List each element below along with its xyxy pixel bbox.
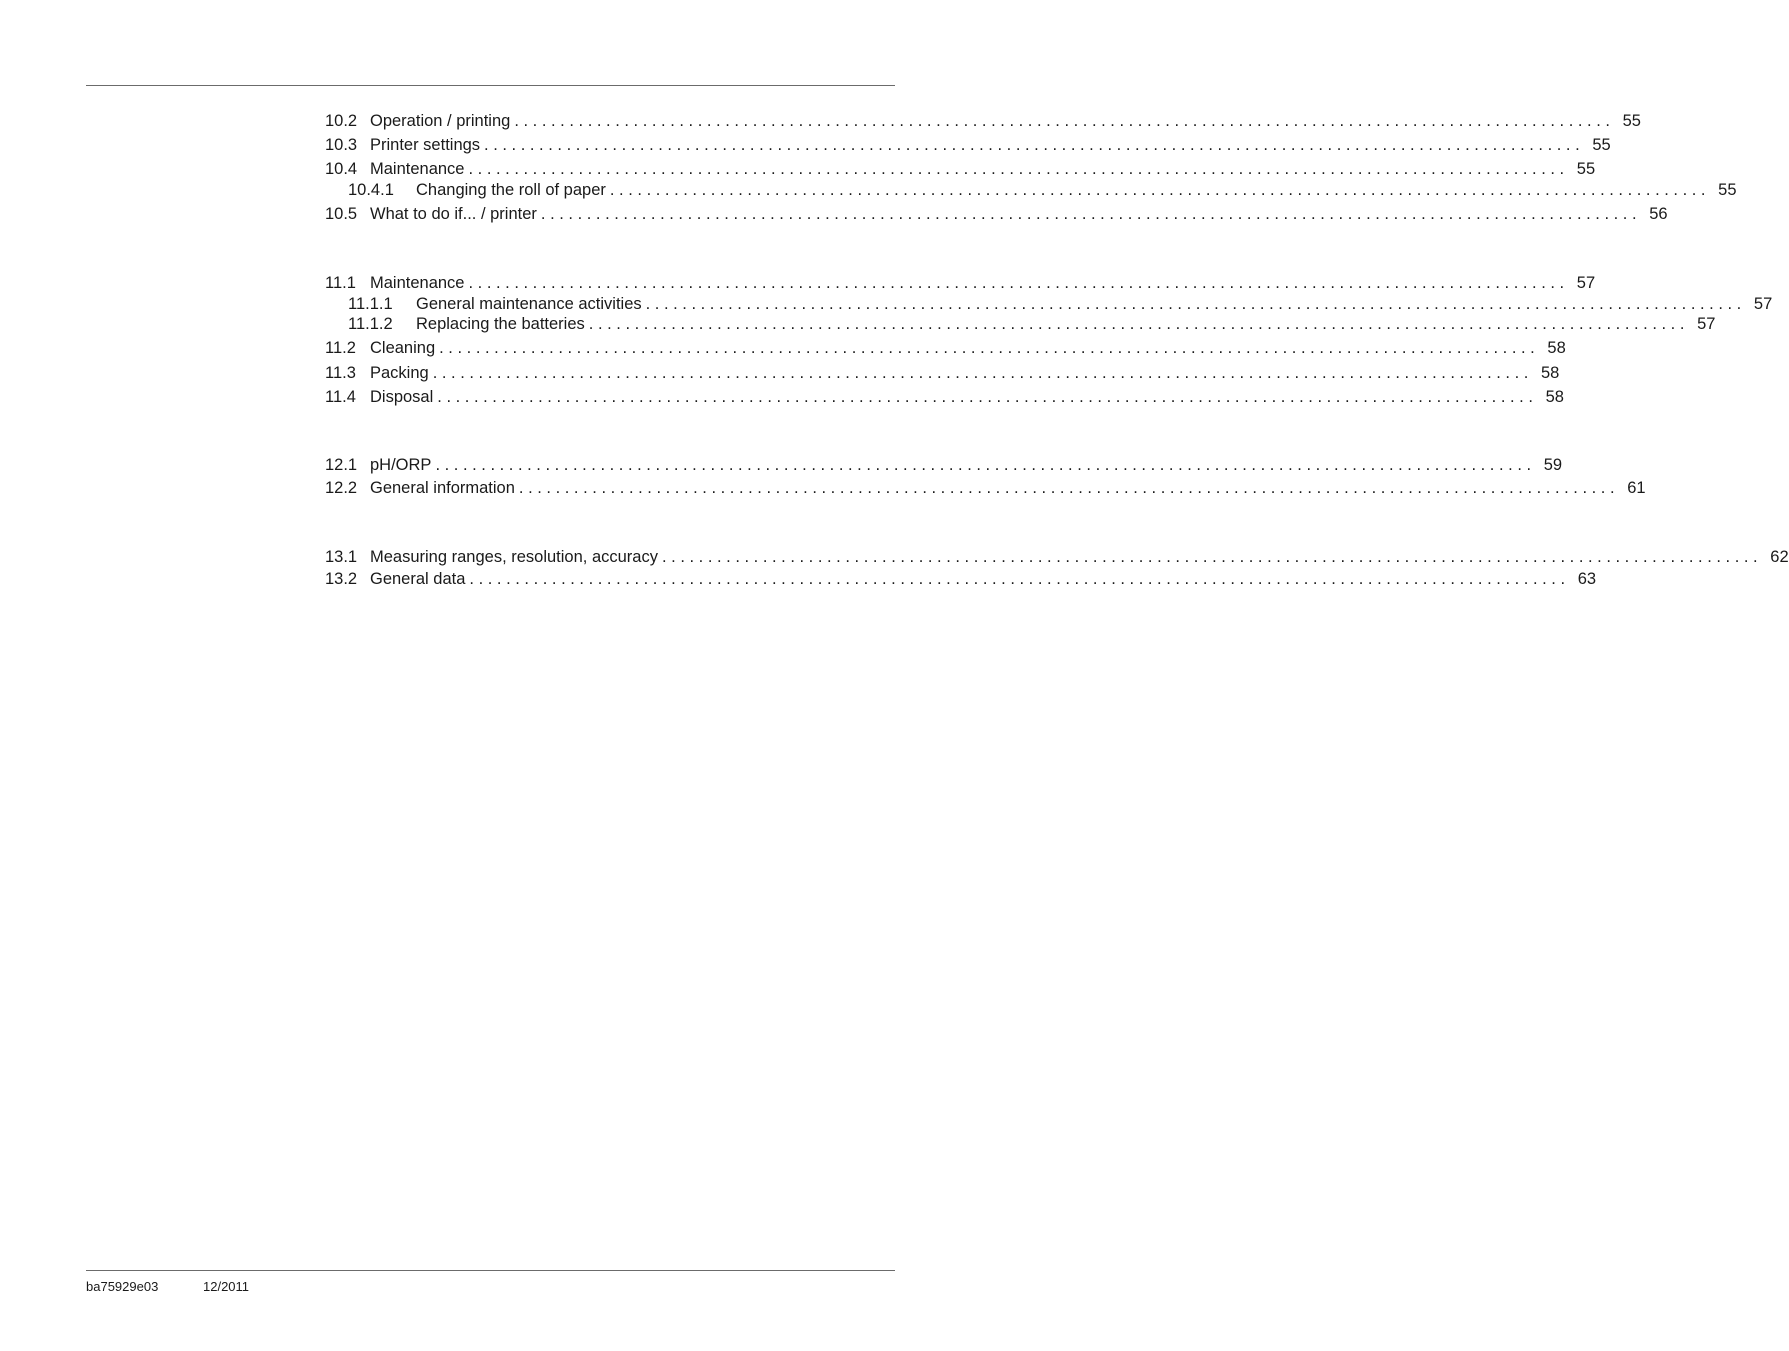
- toc-entry-page: 55: [1592, 136, 1611, 154]
- toc-dot-leader: . . . . . . . . . . . . . . . . . . . . . . . . . . . . . . . . . . . . . . . . . . . . . . . . . . . . . . . . . . . . . . . . . . . . . . . . . . . . . . . . . . . . . . . . . . . . . . . . . . . . . . . . . . . . . . . . . . . . . . . .: [469, 570, 1566, 588]
- toc-entry-page: 57: [1697, 315, 1716, 333]
- toc-entry-title: Printer settings: [370, 136, 481, 154]
- toc-entry-title: General data: [370, 570, 466, 588]
- toc-entry-title: Maintenance: [370, 160, 465, 178]
- toc-entry[interactable]: [348, 180, 1737, 200]
- toc-entry-page: 57: [1576, 274, 1596, 292]
- toc-entry-page: 58: [1540, 364, 1560, 382]
- toc-entry-page: 59: [1543, 456, 1563, 474]
- toc-entry-page: 55: [1718, 181, 1737, 199]
- footer-rule: [86, 1270, 895, 1271]
- toc-entry-page: 58: [1547, 339, 1566, 357]
- toc-entry-page: 62: [1770, 548, 1789, 566]
- toc-entry-title: General information: [370, 479, 515, 497]
- toc-entry-page: 56: [1649, 205, 1668, 223]
- toc-entry-title: Operation / printing: [370, 112, 511, 130]
- toc-entry-title: Replacing the batteries: [416, 315, 585, 333]
- toc-entry-title: Changing the roll of paper: [416, 181, 606, 199]
- toc-entry[interactable]: [325, 159, 1596, 179]
- toc-dot-leader: . . . . . . . . . . . . . . . . . . . . . . . . . . . . . . . . . . . . . . . . . . . . . . . . . . . . . . . . . . . . . . . . . . . . . . . . . . . . . . . . . . . . . . . . . . . . . . . . . . . . . . . . . . . . . . . . . . . . . . . .: [518, 479, 1615, 497]
- toc-entry-number: 10.5: [325, 205, 358, 223]
- toc-entry-number: 10.3: [325, 136, 358, 154]
- toc-entry-number: 12.1: [325, 456, 358, 474]
- toc-entry-title: Cleaning: [370, 339, 436, 357]
- toc-dot-leader: . . . . . . . . . . . . . . . . . . . . . . . . . . . . . . . . . . . . . . . . . . . . . . . . . . . . . . . . . . . . . . . . . . . . . . . . . . . . . . . . . . . . . . . . . . . . . . . . . . . . . . . . . . . . . . . . . . . . . . . .: [661, 548, 1758, 566]
- toc-entry-number: 11.4: [325, 388, 356, 406]
- toc-dot-leader: . . . . . . . . . . . . . . . . . . . . . . . . . . . . . . . . . . . . . . . . . . . . . . . . . . . . . . . . . . . . . . . . . . . . . . . . . . . . . . . . . . . . . . . . . . . . . . . . . . . . . . . . . . . . . . . . . . . . . . . .: [540, 205, 1637, 223]
- toc-entry-number: 11.3: [325, 364, 356, 382]
- toc-entry-page: 55: [1622, 112, 1641, 130]
- toc-entry[interactable]: [325, 204, 1668, 224]
- toc-dot-leader: . . . . . . . . . . . . . . . . . . . . . . . . . . . . . . . . . . . . . . . . . . . . . . . . . . . . . . . . . . . . . . . . . . . . . . . . . . . . . . . . . . . . . . . . . . . . . . . . . . . . . . . . . . . . . . . . . . . . . . . .: [484, 136, 1580, 154]
- toc-entry-title: pH/ORP: [370, 456, 432, 474]
- toc-entry[interactable]: [325, 478, 1646, 498]
- toc-entry-page: 63: [1577, 570, 1597, 588]
- toc-dot-leader: . . . . . . . . . . . . . . . . . . . . . . . . . . . . . . . . . . . . . . . . . . . . . . . . . . . . . . . . . . . . . . . . . . . . . . . . . . . . . . . . . . . . . . . . . . . . . . . . . . . . . . . . . . . . . . . . . . . . . . . .: [432, 364, 1529, 382]
- toc-dot-leader: . . . . . . . . . . . . . . . . . . . . . . . . . . . . . . . . . . . . . . . . . . . . . . . . . . . . . . . . . . . . . . . . . . . . . . . . . . . . . . . . . . . . . . . . . . . . . . . . . . . . . . . . . . . . . . . . . . . . . . . .: [468, 160, 1565, 178]
- toc-entry-page: 55: [1576, 160, 1596, 178]
- toc-entry-number: 10.2: [325, 112, 358, 130]
- toc-entry-title: General maintenance activities: [416, 295, 642, 313]
- toc-dot-leader: . . . . . . . . . . . . . . . . . . . . . . . . . . . . . . . . . . . . . . . . . . . . . . . . . . . . . . . . . . . . . . . . . . . . . . . . . . . . . . . . . . . . . . . . . . . . . . . . . . . . . . . . . . . . . . . . . . . . . . . .: [645, 295, 1742, 313]
- toc-dot-leader: . . . . . . . . . . . . . . . . . . . . . . . . . . . . . . . . . . . . . . . . . . . . . . . . . . . . . . . . . . . . . . . . . . . . . . . . . . . . . . . . . . . . . . . . . . . . . . . . . . . . . . . . . . . . . . . . . . . . . . . .: [468, 274, 1565, 292]
- toc-entry-number: 11.1.2: [348, 315, 393, 333]
- toc-entry-title: Maintenance: [370, 274, 465, 292]
- toc-entry[interactable]: [348, 294, 1773, 314]
- toc-entry-page: 61: [1627, 479, 1646, 497]
- toc-dot-leader: . . . . . . . . . . . . . . . . . . . . . . . . . . . . . . . . . . . . . . . . . . . . . . . . . . . . . . . . . . . . . . . . . . . . . . . . . . . . . . . . . . . . . . . . . . . . . . . . . . . . . . . . . . . . . . . . . . . . . . . .: [437, 388, 1533, 406]
- toc-entry-number: 11.2: [325, 339, 356, 357]
- toc-entry[interactable]: [325, 338, 1566, 358]
- toc-dot-leader: . . . . . . . . . . . . . . . . . . . . . . . . . . . . . . . . . . . . . . . . . . . . . . . . . . . . . . . . . . . . . . . . . . . . . . . . . . . . . . . . . . . . . . . . . . . . . . . . . . . . . . . . . . . . . . . . . . . . . . . .: [514, 112, 1610, 130]
- toc-entry-title: Packing: [370, 364, 429, 382]
- toc-entry-number: 13.2: [325, 570, 358, 588]
- toc-entry-number: 11.1.1: [348, 295, 393, 313]
- footer-document-code: ba75929e03: [86, 1279, 159, 1294]
- toc-entry[interactable]: [325, 363, 1560, 383]
- toc-entry-number: 13.1: [325, 548, 358, 566]
- toc-entry[interactable]: [325, 455, 1563, 475]
- toc-entry-page: 57: [1753, 295, 1773, 313]
- toc-entry-title: Disposal: [370, 388, 434, 406]
- footer-date: 12/2011: [203, 1279, 250, 1294]
- toc-entry[interactable]: [348, 314, 1716, 334]
- toc-entry-page: 58: [1545, 388, 1564, 406]
- toc-dot-leader: . . . . . . . . . . . . . . . . . . . . . . . . . . . . . . . . . . . . . . . . . . . . . . . . . . . . . . . . . . . . . . . . . . . . . . . . . . . . . . . . . . . . . . . . . . . . . . . . . . . . . . . . . . . . . . . . . . . . . . . .: [435, 456, 1532, 474]
- toc-dot-leader: . . . . . . . . . . . . . . . . . . . . . . . . . . . . . . . . . . . . . . . . . . . . . . . . . . . . . . . . . . . . . . . . . . . . . . . . . . . . . . . . . . . . . . . . . . . . . . . . . . . . . . . . . . . . . . . . . . . . . . . .: [609, 181, 1706, 199]
- toc-entry[interactable]: [325, 569, 1597, 589]
- toc-entry-number: 10.4: [325, 160, 358, 178]
- toc-entry[interactable]: [325, 273, 1596, 293]
- toc-entry[interactable]: [325, 547, 1789, 567]
- toc-entry-title: What to do if... / printer: [370, 205, 537, 223]
- toc-dot-leader: . . . . . . . . . . . . . . . . . . . . . . . . . . . . . . . . . . . . . . . . . . . . . . . . . . . . . . . . . . . . . . . . . . . . . . . . . . . . . . . . . . . . . . . . . . . . . . . . . . . . . . . . . . . . . . . . . . . . . . . .: [588, 315, 1685, 333]
- toc-entry-number: 10.4.1: [348, 181, 394, 199]
- toc-entry[interactable]: [325, 387, 1564, 407]
- toc-entry-title: Measuring ranges, resolution, accuracy: [370, 548, 658, 566]
- toc-dot-leader: . . . . . . . . . . . . . . . . . . . . . . . . . . . . . . . . . . . . . . . . . . . . . . . . . . . . . . . . . . . . . . . . . . . . . . . . . . . . . . . . . . . . . . . . . . . . . . . . . . . . . . . . . . . . . . . . . . . . . . . .: [439, 339, 1535, 357]
- toc-entry[interactable]: [325, 111, 1641, 131]
- toc-entry-number: 11.1: [325, 274, 356, 292]
- toc-entry[interactable]: [325, 135, 1611, 155]
- toc-entry-number: 12.2: [325, 479, 358, 497]
